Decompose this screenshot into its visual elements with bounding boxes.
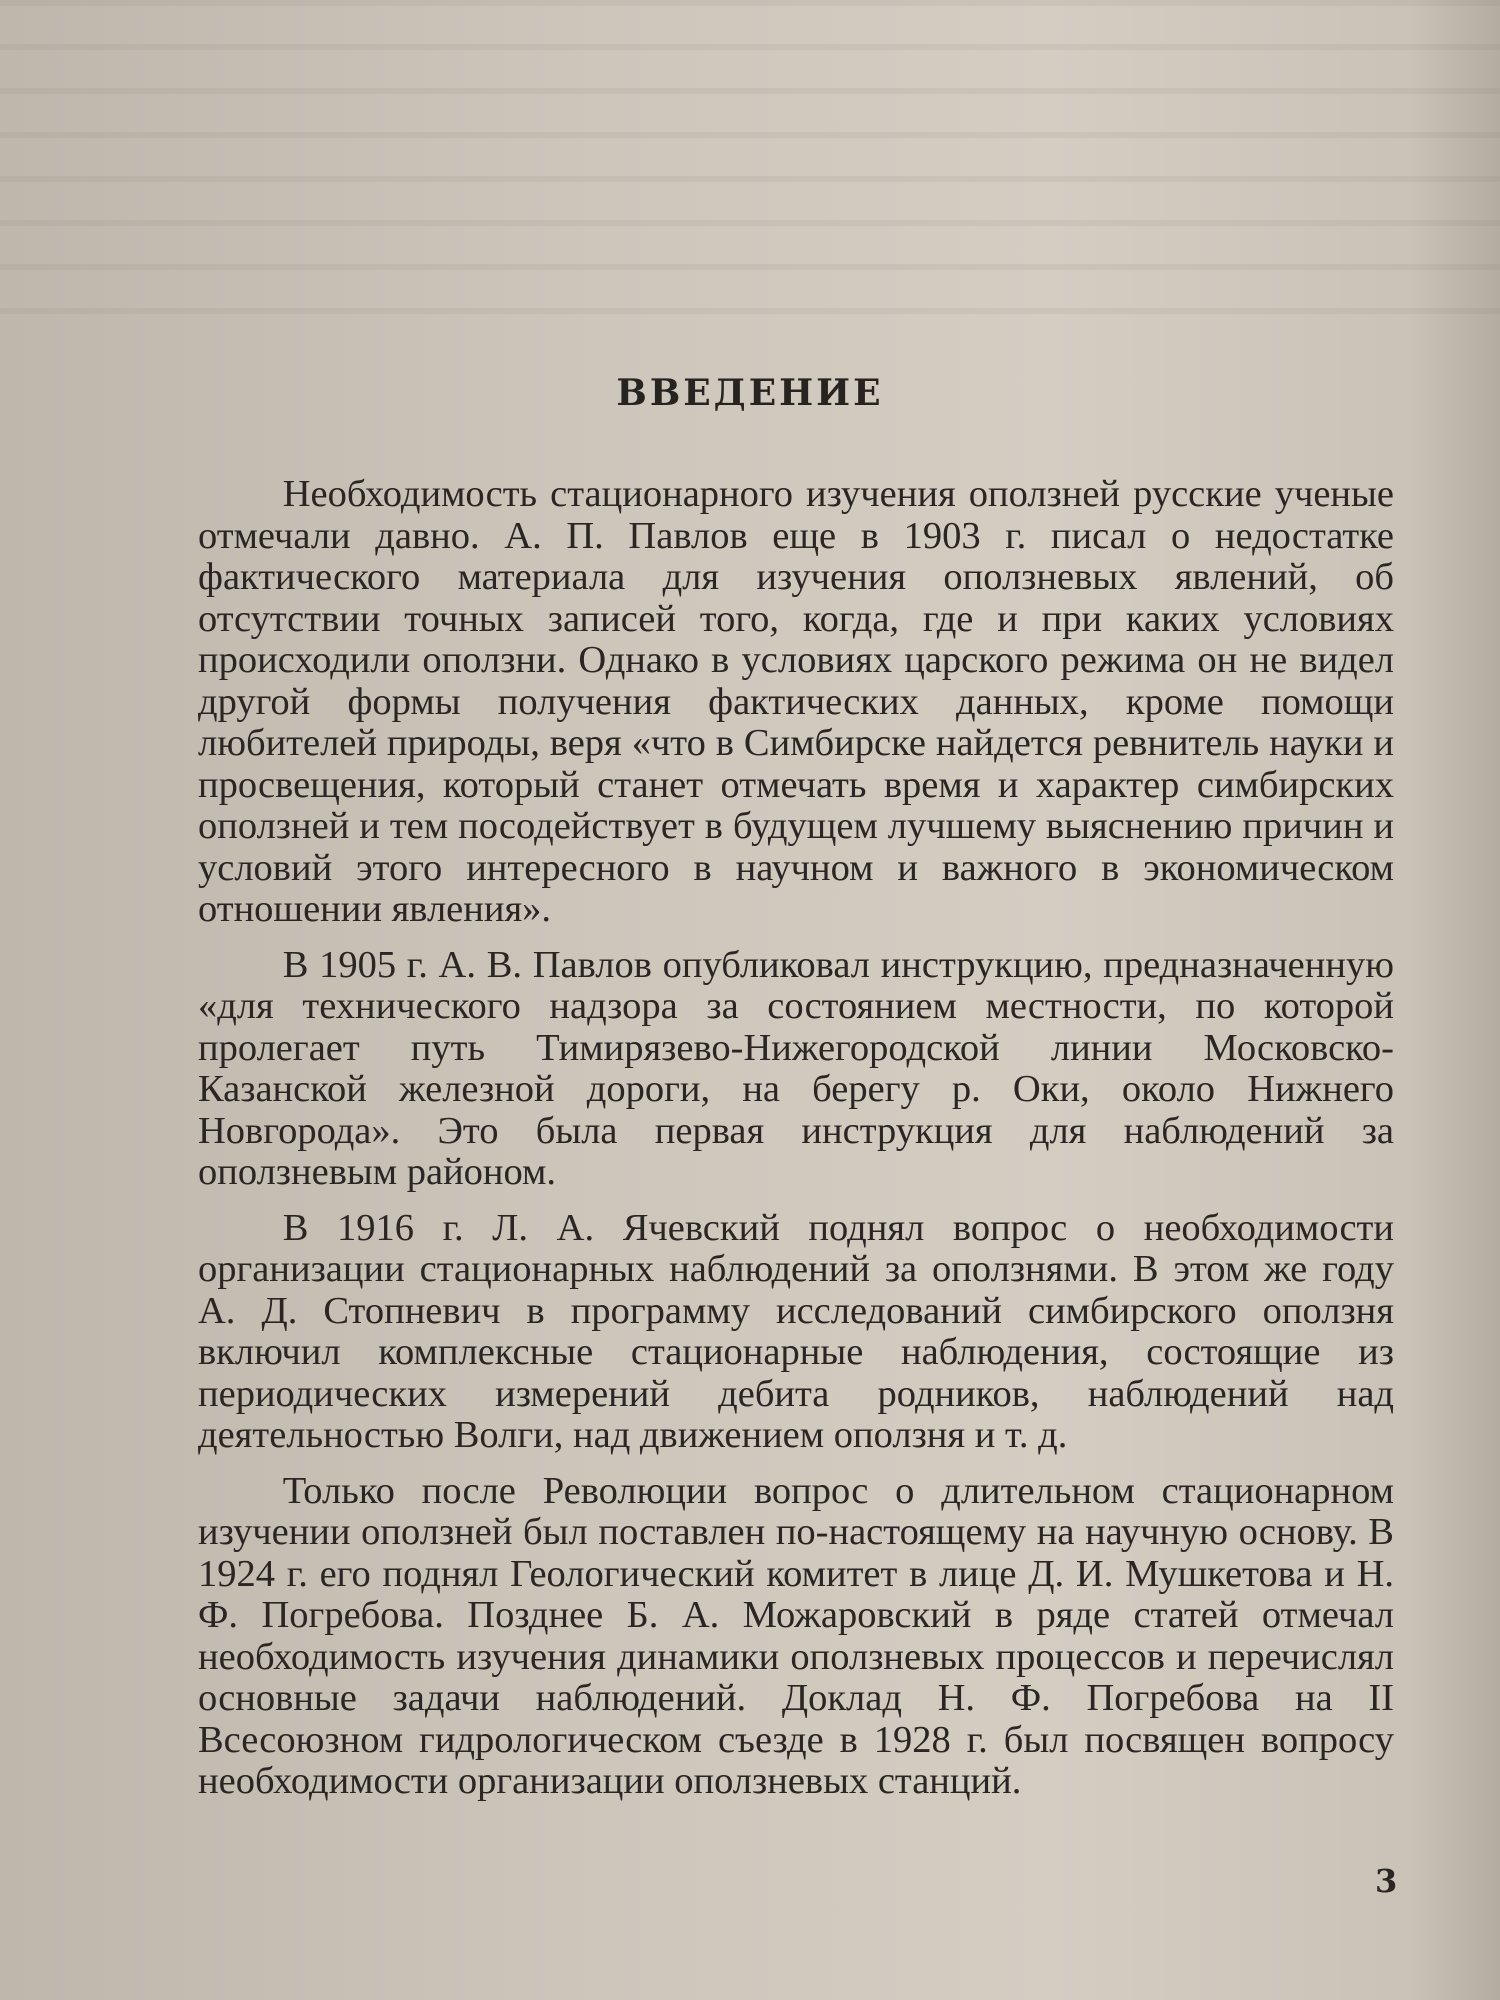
body-text (198, 474, 1394, 1817)
paragraph-3: В 1916 г. Л. А. Ячевский поднял вопрос о необходимости организации стационарных наблюдений за оползнями. В этом же году А. Д. Стопневич в программу исследований симбирского оползня включил комплексные стационарные наблюдения, состоящие из периодических измерений дебита родников, наблюдений над деятельностью Волги, над движением оползня и т. д. (198, 1206, 1394, 1456)
paragraph-1: Необходимость стационарного изучения оползней русские ученые отмечали давно. А. П. Павлов еще в 1903 г. писал о недостатке фактического материала для изучения оползневых явлений, об отсутствии точных записей того, когда, где и при каких условиях происходили оползни. Однако в условиях царского режима он не видел другой формы получения фактических данных, кроме помощи любителей природы, веря «что в Симбирске найдется ревнитель науки и просвещения, который станет отмечать время и характер симбирских оползней и тем посодействует в будущем лучшему выяснению причин и условий этого интересного в научном и важного в экономическом отношении явления». (198, 473, 1394, 930)
bleed-through-text (0, 0, 1500, 330)
page-title: ВВЕДЕНИЕ (616, 372, 884, 414)
page-edge-shadow (1410, 0, 1500, 2000)
paragraph-4: Только после Революции вопрос о длительном стационарном изучении оползней был поставлен по-настоящему на научную основу. В 1924 г. его поднял Геологический комитет в лице Д. И. Мушкетова и Н. Ф. Погребова. Позднее Б. А. Можаровский в ряде статей отмечал необходимость изучения динамики оползневых процессов и перечислял основные задачи наблюдений. Доклад Н. Ф. Погребова на II Всесоюзном гидрологическом съезде в 1928 г. был посвящен вопросу необходимости организации оползневых станций. (198, 1469, 1394, 1802)
page-number: 3 (1375, 1862, 1398, 1900)
paragraph-2: В 1905 г. А. В. Павлов опубликовал инструкцию, предназначенную «для технического надзора за состоянием местности, по которой пролегает путь Тимирязево-Нижегородской линии Московско-Казанской железной дороги, на берегу р. Оки, около Нижнего Новгорода». Это была первая инструкция для наблюдений за оползневым районом. (198, 943, 1394, 1193)
